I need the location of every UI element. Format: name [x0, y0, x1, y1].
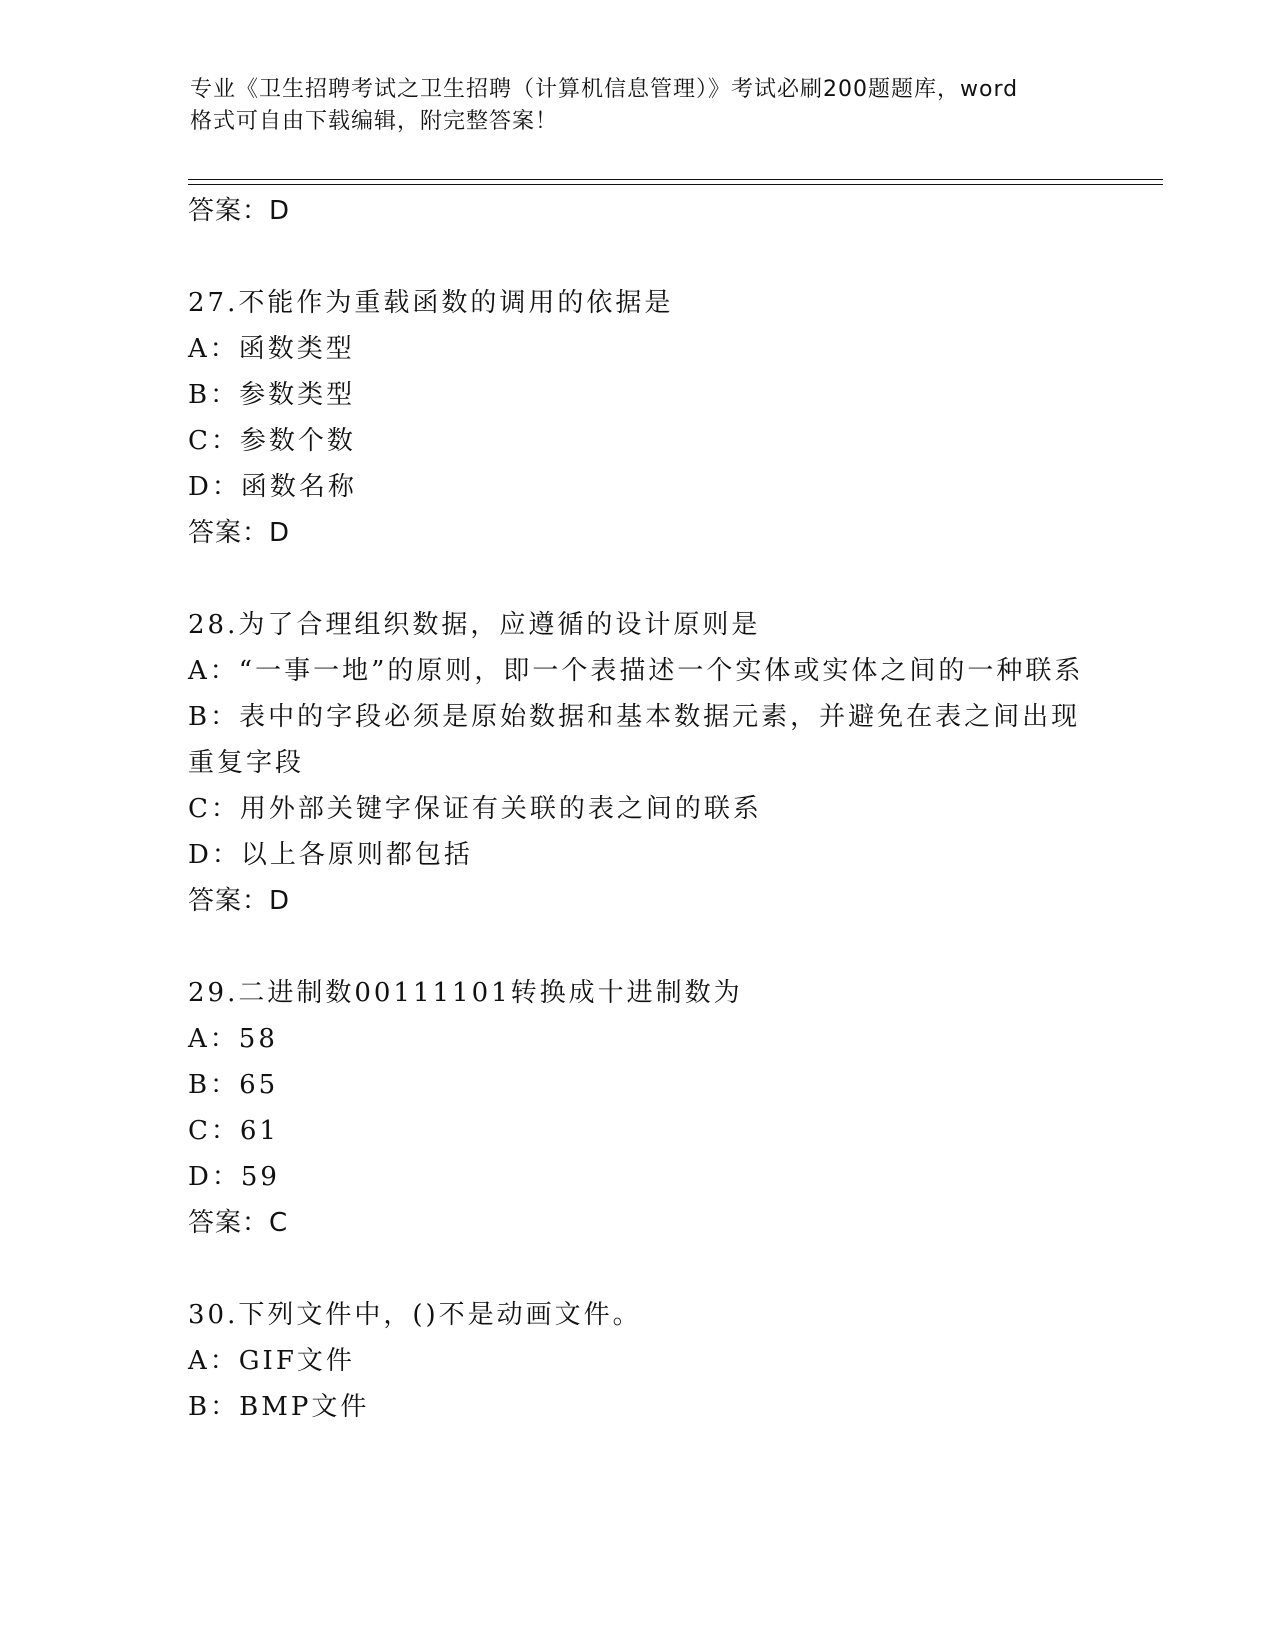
question-27 — [188, 280, 1088, 556]
option-a: A：GIF文件 — [188, 1346, 355, 1376]
option-a: A：58 — [188, 1024, 278, 1054]
spacer — [188, 1246, 1088, 1292]
option-a: A：函数类型 — [188, 334, 355, 364]
option-c: C：用外部关键字保证有关联的表之间的联系 — [188, 794, 762, 824]
option-d: D：59 — [188, 1162, 280, 1192]
question-stem: 27.不能作为重载函数的调用的依据是 — [188, 288, 674, 318]
option-c: C：参数个数 — [188, 426, 356, 456]
option-b: B：BMP文件 — [188, 1392, 370, 1422]
document-header — [190, 74, 1095, 138]
question-stem: 28.为了合理组织数据，应遵循的设计原则是 — [188, 610, 761, 640]
answer-line: 答案：D — [188, 886, 291, 916]
option-b: B：参数类型 — [188, 380, 356, 410]
option-c: C：61 — [188, 1116, 279, 1146]
option-a: A：“一事一地”的原则，即一个表描述一个实体或实体之间的一种联系 — [188, 656, 1084, 686]
answer-line: 答案：D — [188, 518, 291, 548]
question-28 — [188, 602, 1088, 924]
answer-line: 答案：D — [188, 196, 291, 226]
option-d: D：函数名称 — [188, 472, 357, 502]
spacer — [188, 556, 1088, 602]
answer-line: 答案：C — [188, 1208, 289, 1238]
header-divider-bottom — [188, 184, 1163, 185]
question-29 — [188, 970, 1088, 1246]
question-30 — [188, 1292, 1088, 1430]
option-d: D：以上各原则都包括 — [188, 840, 473, 870]
option-b: B：表中的字段必须是原始数据和基本数据元素，并避免在表之间出现重复字段 — [188, 702, 1081, 778]
question-list — [188, 188, 1088, 1430]
option-b: B：65 — [188, 1070, 279, 1100]
header-line-1: 专业《卫生招聘考试之卫生招聘（计算机信息管理）》考试必刷200题题库，word — [190, 77, 1019, 102]
spacer — [188, 924, 1088, 970]
header-divider-top — [188, 179, 1163, 180]
question-stem: 30.下列文件中，()不是动画文件。 — [188, 1300, 642, 1330]
spacer — [188, 234, 1088, 280]
question-stem: 29.二进制数00111101转换成十进制数为 — [188, 978, 743, 1008]
header-line-2: 格式可自由下载编辑，附完整答案！ — [190, 109, 559, 134]
